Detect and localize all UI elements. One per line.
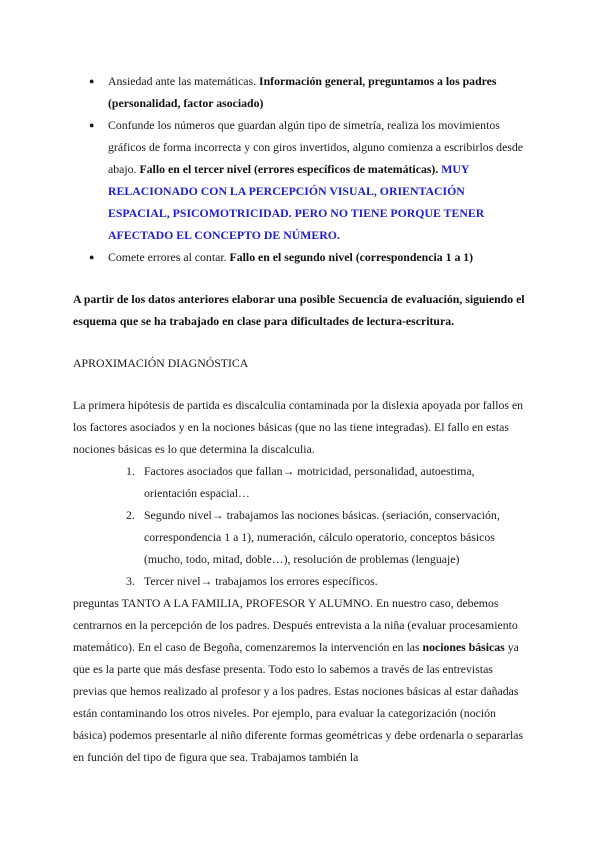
bullet-text: Confunde los números que guardan algún tipo de simetría, realiza los movimientos gráficos de forma incorrecta y con giros invertidos, alguno comienza a escribirlos desde abajo.: [108, 118, 524, 176]
section-title: APROXIMACIÓN DIAGNÓSTICA: [73, 356, 249, 370]
closing-bold: nociones básicas: [422, 640, 505, 654]
step-text: Segundo nivel→ trabajamos las nociones básicas. (seriación, conservación, correspondencia 1 a 1), numeración, cálculo operatorio, conceptos básicos (mucho, todo, mitad, doble…), resolución de problemas (lenguaje): [144, 508, 500, 566]
steps-list: [73, 460, 528, 592]
intro-paragraph: La primera hipótesis de partida es discalculia contaminada por la dislexia apoyada por fallos en los factores asociados y en la nociones básicas (que no las tiene integradas). El fallo en estas nociones básicas es lo que determina la discalculia.: [73, 398, 524, 456]
bullet-bold: Información general, preguntamos a los padres (personalidad, factor asociado): [108, 74, 497, 110]
step-number: 1.: [126, 464, 135, 478]
list-item: [73, 246, 528, 268]
bullet-blue-note: MUY RELACIONADO CON LA PERCEPCIÓN VISUAL, ORIENTACIÓN ESPACIAL, PSICOMOTRICIDAD. PERO NO TIENE PORQUE TENER AFECTADO EL CONCEPTO DE NÚMERO.: [108, 162, 485, 242]
document-content: [73, 70, 528, 768]
observation-list: [73, 70, 528, 268]
step-text: Tercer nivel→ trabajamos los errores específicos.: [144, 574, 378, 588]
step-text: Factores asociados que fallan→ motricidad, personalidad, autoestima, orientación espacial…: [144, 464, 475, 500]
bullet-icon: ●: [89, 252, 95, 262]
bullet-text: Comete errores al contar.: [108, 250, 230, 264]
task-heading: A partir de los datos anteriores elaborar una posible Secuencia de evaluación, siguiendo el esquema que se ha trabajado en clase para dificultades de lectura-escritura.: [73, 292, 525, 328]
list-item: [73, 504, 528, 570]
closing-text-1: preguntas TANTO A LA FAMILIA, PROFESOR Y ALUMNO. En nuestro caso, debemos centrarnos en la percepción de los padres. Después entrevista a la niña (evaluar procesamiento matemático). En el caso de Begoña, comenzaremos la intervención en las: [73, 596, 518, 654]
list-item: [73, 570, 528, 592]
bullet-text: Ansiedad ante las matemáticas.: [108, 74, 260, 88]
bullet-bold: Fallo en el segundo nivel (correspondencia 1 a 1): [229, 250, 474, 264]
list-item: [73, 70, 528, 114]
step-number: 3.: [126, 574, 135, 588]
closing-paragraph: [73, 592, 528, 768]
list-item: [73, 460, 528, 504]
closing-text-2: ya que es la parte que más desfase presenta. Todo esto lo sabemos a través de las entrevistas previas que hemos realizado al profesor y a los padres. Estas nociones básicas al estar dañadas están contaminando los otros niveles. Por ejemplo, para evaluar la categorización (noción básica) podemos presentarle al niño diferente formas geométricas y debe ordenarla o separarlas en función del tipo de figura que sea. Trabajamos también la: [73, 640, 524, 764]
list-item: [73, 114, 528, 246]
step-number: 2.: [126, 508, 135, 522]
bullet-bold: Fallo en el tercer nivel (errores específicos de matemáticas).: [139, 162, 442, 176]
bullet-icon: ●: [89, 120, 95, 130]
bullet-icon: ●: [89, 76, 95, 86]
